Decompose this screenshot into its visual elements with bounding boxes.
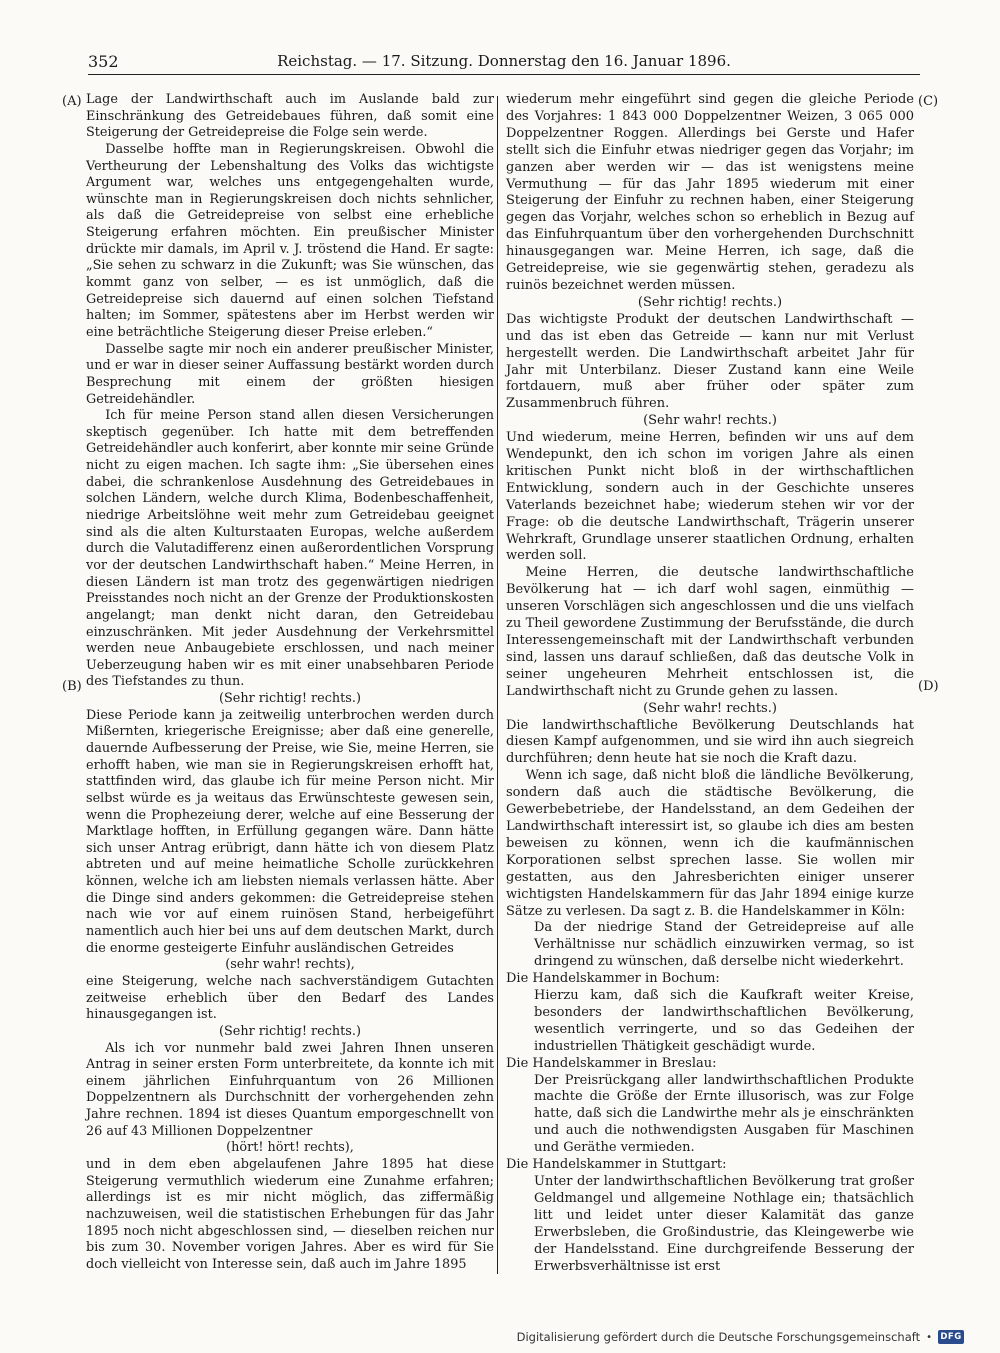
quote-source: Die Handelskammer in Breslau: <box>506 1055 717 1071</box>
paragraph: Das wichtigste Produkt der deutschen Landwirthschaft — und das ist eben das Getreide — kann nur mit Verlust hergestellt werden. Die Landwirthschaft arbeitet Jahr für Jahr mit Unterbilanz. Dieser Zustand kann eine Weile fortdauern, muß aber früher oder später zum Zusammenbruch führen. <box>506 311 914 412</box>
block-quote: Der Preisrückgang aller landwirthschaftlichen Produkte machte die Größe der Ernte illusorisch, was zur Folge hatte, daß sich die Landwirthe mehr als je einschränkten und auch die nothwendigsten Ausgaben für Maschinen und Geräthe vermieden. <box>534 1072 914 1156</box>
interjection: (hört! hört! rechts), <box>226 1140 354 1156</box>
interjection: (Sehr richtig! rechts.) <box>219 1023 361 1039</box>
paragraph: Meine Herren, die deutsche landwirthschaftliche Bevölkerung hat — ich darf wohl sagen, einmüthig — unseren Vorschlägen sich angeschlossen und die uns vielfach zu Theil gewordene Zustimmung der Berufsstände, die durch Interessengemeinschaft mit der Landwirthschaft verbunden sind, lassen uns darauf schließen, daß das deutsche Volk in seiner ungeheuren Mehrheit entschlossen ist, die Landwirthschaft nicht zu Grunde gehen zu lassen. <box>506 565 914 699</box>
paragraph: Lage der Landwirthschaft auch im Auslande bald zur Einschränkung des Getreidebaues führen, daß somit eine Steigerung der Getreidepreise die Folge sein werde. <box>86 92 494 141</box>
margin-marker-c: (C) <box>918 94 939 109</box>
page-header <box>88 52 920 74</box>
paragraph: Diese Periode kann ja zeitweilig unterbrochen werden durch Mißernten, kriegerische Ereignisse; aber daß eine generelle, dauernde Aufbesserung der Preise, wie Sie, meine Herren, sie erhofft haben, wie man sie in Regierungskreisen erhofft hat, stattfinden wird, das glaube ich für meine Person nicht. Mir selbst würde es ja weitaus das Erwünschteste gewesen sein, wenn die Prophezeiung derer, welche auf eine Besserung der Marktlage hofften, in Erfüllung gegangen wäre. Dann hätte sich unser Antrag erübrigt, dann hätte ich von diesem Platz abtreten und auf meine heimatliche Scholle zurückkehren können, welche ich am liebsten niemals verlassen hätte. Aber die Dinge sind anders gekommen: die Getreidepreise stehen nach wie vor auf einem ruinösen Stand, herbeigeführt namentlich auch hier bei uns auf dem deutschen Markt, durch die enorme gesteigerte Einfuhr ausländischen Getreides <box>86 707 494 956</box>
block-quote: Hierzu kam, daß sich die Kaufkraft weiter Kreise, besonders der landwirthschaftlichen Bevölkerung, wesentlich verringerte, und so das Gedeihen der industriellen Thätigkeit geschädigt wurde. <box>534 988 914 1054</box>
left-column <box>86 92 494 1273</box>
interjection: (Sehr wahr! rechts.) <box>643 700 777 716</box>
paragraph: eine Steigerung, welche nach sachverständigem Gutachten zeitweise erheblich über den Bedarf des Landes hinausgegangen ist. <box>86 973 494 1023</box>
block-quote: Da der niedrige Stand der Getreidepreise auf alle Verhältnisse nur schädlich einzuwirken vermag, so ist dringend zu wünschen, daß derselbe nicht wiederkehrt. <box>534 920 914 970</box>
page-number: 352 <box>88 52 119 71</box>
right-column <box>506 92 914 1275</box>
dfg-logo: DFG <box>938 1330 964 1344</box>
quote-source: Die Handelskammer in Bochum: <box>506 971 720 987</box>
interjection: (Sehr richtig! rechts.) <box>219 691 361 707</box>
footer-bullet: • <box>926 1331 932 1343</box>
running-title: Reichstag. — 17. Sitzung. Donnerstag den 16. Januar 1896. <box>277 52 731 70</box>
block-quote: Unter der landwirthschaftlichen Bevölkerung trat großer Geldmangel und allgemeine Nothlage ein; thatsächlich litt und leidet unter dieser Kalamität das ganze Erwerbsleben, die Großindustrie, das Kleingewerbe wie der Handelsstand. Eine durchgreifende Besserung der Erwerbsverhältnisse ist erst <box>534 1174 914 1274</box>
paragraph: und in dem eben abgelaufenen Jahre 1895 hat diese Steigerung vermuthlich wiederum eine Zunahme erfahren; allerdings ist es mir nicht möglich, das ziffermäßig nachzuweisen, weil die statistischen Erhebungen für das Jahr 1895 noch nicht abgeschlossen sind, — dieselben reichen nur bis zum 30. November vorigen Jahres. Aber es wird für Sie doch vielleicht von Interesse sein, daß auch im Jahre 1895 <box>86 1157 494 1272</box>
paragraph: Dasselbe sagte mir noch ein anderer preußischer Minister, und er war in dieser seiner Auffassung bestärkt worden durch Besprechung mit einem der größten hiesigen Getreidehändler. <box>86 341 494 407</box>
paragraph: Die landwirthschaftliche Bevölkerung Deutschlands hat diesen Kampf aufgenommen, und sie wird ihn auch siegreich durchführen; denn heute hat sie noch die Kraft dazu. <box>506 717 914 767</box>
quote-source: Die Handelskammer in Stuttgart: <box>506 1157 727 1173</box>
paragraph: Ich für meine Person stand allen diesen Versicherungen skeptisch gegenüber. Ich hatte mit dem betreffenden Getreidehändler auch konferirt, aber konnte mir seine Gründe nicht zu eigen machen. Ich sagte ihm: „Sie übersehen eines dabei, die schrankenlose Ausdehnung des Getreidebaues in solchen Ländern, welche durch Klima, Bodenbeschaffenheit, niedrige Arbeitslöhne weit mehr zum Getreidebau geeignet sind als die alten Kulturstaaten Europas, welche außerdem durch die Valutadifferenz einen außerordentlichen Vorsprung vor der deutschen Landwirthschaft haben.“ Meine Herren, in diesen Ländern ist man trotz des gegenwärtigen niedrigen Preisstandes noch nicht an der Grenze der Produktionskosten angelangt; man denkt nicht daran, den Getreidebau einzuschränken. Mit jeder Ausdehnung der Verkehrsmittel werden neue Anbaugebiete erschlossen, und nach meiner Ueberzeugung haben wir es mit einer unabsehbaren Periode des Tiefstandes zu thun. <box>86 408 494 690</box>
interjection: (sehr wahr! rechts), <box>225 957 355 973</box>
interjection: (Sehr richtig! rechts.) <box>637 294 783 310</box>
paragraph: Und wiederum, meine Herren, befinden wir uns auf dem Wendepunkt, den ich schon im vorigen Jahre als einen kritischen Punkt nicht bloß in der wirthschaftlichen Entwicklung, sondern auch in der Geschichte unseres Vaterlands bezeichnet habe; wiederum stehen wir vor der Frage: ob die deutsche Landwirthschaft, Trägerin unserer Wehrkraft, Grundlage unserer staatlichen Ordnung, erhalten werden soll. <box>506 430 914 564</box>
margin-marker-a: (A) <box>62 94 82 109</box>
margin-marker-d: (D) <box>918 679 939 694</box>
header-rule <box>88 74 920 75</box>
margin-marker-b: (B) <box>62 679 82 694</box>
interjection: (Sehr wahr! rechts.) <box>643 413 777 429</box>
column-divider <box>497 96 498 1274</box>
paragraph: Wenn ich sage, daß nicht bloß die ländliche Bevölkerung, sondern daß auch die städtische Bevölkerung, die Gewerbebetriebe, der Handelsstand, an dem Gedeihen der Landwirthschaft interessirt ist, so glaube ich dies am besten beweisen zu können, wenn ich die kaufmännischen Korporationen selbst sprechen lasse. Sie wollen mir gestatten, aus den Jahresberichten einiger unserer wichtigsten Handelskammern für das Jahr 1894 einige kurze Sätze zu verlesen. Da sagt z. B. die Handelskammer in Köln: <box>506 768 914 919</box>
paragraph: Als ich vor nunmehr bald zwei Jahren Ihnen unseren Antrag in seiner ersten Form unterbreitete, da konnte ich mit einem jährlichen Einfuhrquantum von 26 Millionen Doppelzentnern als Durchschnitt der vorhergehenden zehn Jahre rechnen. 1894 ist dieses Quantum emporgeschnellt von 26 auf 43 Millionen Doppelzentner <box>86 1040 494 1139</box>
footer-text: Digitalisierung gefördert durch die Deutsche Forschungsgemeinschaft <box>516 1330 921 1344</box>
footer-credit <box>517 1328 964 1346</box>
paragraph: Dasselbe hoffte man in Regierungskreisen. Obwohl die Vertheurung der Lebenshaltung des Volks das wichtigste Argument war, welches uns entgegengehalten wurde, wünschte man in Regierungskreisen doch nichts sehnlicher, als daß die Getreidepreise von selbst eine erhebliche Steigerung erfahren möchten. Ein preußischer Minister drückte mir damals, im April v. J. tröstend die Hand. Er sagte: „Sie sehen zu schwarz in die Zukunft; was Sie wünschen, das kommt ganz von selber, — es ist unmöglich, daß die Getreidepreise sich dauernd auf einen solchen Tiefstand halten; im Sommer, spätestens aber im Herbst werden wir eine beträchtliche Steigerung dieser Preise erleben.“ <box>86 141 494 340</box>
paragraph: wiederum mehr eingeführt sind gegen die gleiche Periode des Vorjahres: 1 843 000 Doppelzentner Weizen, 3 065 000 Doppelzentner Roggen. Allerdings bei Gerste und Hafer stellt sich die Einfuhr etwas niedriger gegen das Vorjahr; im ganzen aber werden wir — das ist wenigstens meine Vermuthung — für das Jahr 1895 wiederum mit einer Steigerung der Einfuhr zu rechnen haben, einer Steigerung gegen das Vorjahr, welches schon so erheblich in Bezug auf das Einfuhrquantum über den vorhergehenden Durchschnitt hinausgegangen war. Meine Herren, ich sage, daß die Getreidepreise, wie sie gegenwärtig stehen, geradezu als ruinös bezeichnet werden müssen. <box>506 92 914 293</box>
